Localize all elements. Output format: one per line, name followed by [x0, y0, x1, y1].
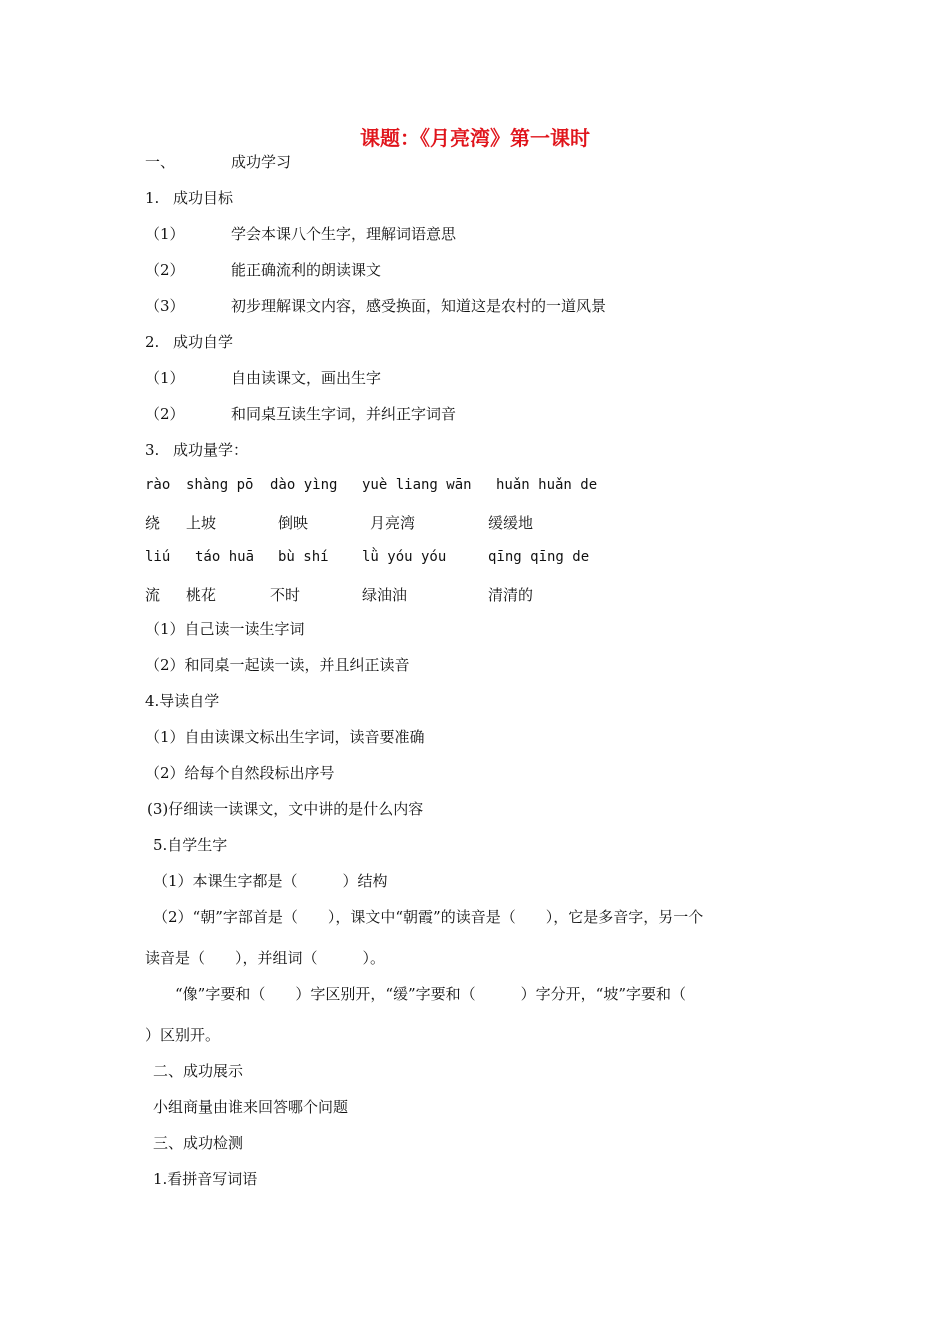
pinyin: táo huā: [195, 549, 255, 565]
item-number: （1）: [145, 225, 185, 243]
item-text: 自由读课文，画出生字: [231, 369, 382, 387]
vocab-word: 倒映: [278, 514, 309, 532]
pinyin: lǜ yóu yóu: [362, 549, 447, 565]
pinyin: rào: [145, 477, 171, 493]
item-number: （3）: [145, 297, 185, 315]
study-item: （1）自己读一读生字词: [145, 620, 305, 638]
section-3-item: 1.看拼音写词语: [153, 1170, 258, 1188]
reading-item: (3)仔细读一读课文，文中讲的是什么内容: [147, 800, 424, 818]
section-2-heading: 二、成功展示: [153, 1062, 244, 1080]
subsection-label: 成功量学：: [173, 441, 249, 459]
vocab-word: 绕: [145, 514, 161, 532]
goal-item: [145, 296, 606, 316]
item-text: 初步理解课文内容，感受换面，知道这是农村的一道风景: [231, 297, 607, 315]
vocab-word: 桃花: [186, 586, 217, 604]
subsection-4-heading: 4.导读自学: [145, 692, 220, 710]
goal-item: [145, 260, 381, 280]
subsection-number: 3.: [145, 441, 160, 459]
vocab-word: 不时: [270, 586, 301, 604]
exercise-line: ）区别开。: [145, 1026, 221, 1044]
vocab-word: 流: [145, 586, 161, 604]
section-number: 一、: [145, 153, 176, 171]
item-number: （1）: [145, 369, 185, 387]
subsection-5-heading: 5.自学生字: [153, 836, 228, 854]
vocab-word: 上坡: [186, 514, 217, 532]
page-title: 课题：《月亮湾》第一课时: [360, 126, 590, 150]
exercise-line: “像”字要和（ ）字区别开，“缓”字要和（ ）字分开，“坡”字要和（: [175, 985, 687, 1003]
subsection-number: 2.: [145, 333, 160, 351]
subsection-label: 成功目标: [173, 189, 234, 207]
section-label: 成功学习: [231, 153, 292, 171]
vocab-word: 绿油油: [362, 586, 408, 604]
pinyin: liú: [145, 549, 171, 565]
exercise-line: 读音是（ ），并组词（ ）。: [145, 949, 386, 967]
pinyin: huǎn huǎn de: [496, 477, 598, 493]
vocab-word: 月亮湾: [370, 514, 416, 532]
section-1-heading: [145, 152, 291, 172]
exercise-line: （2）“朝”字部首是（ ），课文中“朝霞”的读音是（ ），它是多音字，另一个: [153, 908, 704, 926]
subsection-2-heading: [145, 332, 233, 352]
goal-item: [145, 224, 456, 244]
self-study-item: [145, 404, 456, 424]
pinyin: qīng qīng de: [488, 549, 590, 565]
pinyin: bù shí: [278, 549, 329, 565]
item-text: 和同桌互读生字词，并纠正字词音: [231, 405, 457, 423]
exercise-line: （1）本课生字都是（ ）结构: [153, 872, 388, 890]
item-text: 学会本课八个生字，理解词语意思: [231, 225, 457, 243]
vocab-word: 缓缓地: [488, 514, 534, 532]
subsection-3-heading: [145, 440, 248, 460]
pinyin: dào yìng: [270, 477, 338, 493]
reading-item: （2）给每个自然段标出序号: [145, 764, 335, 782]
pinyin: yuè liang wān: [362, 477, 472, 493]
self-study-item: [145, 368, 381, 388]
item-text: 能正确流利的朗读课文: [231, 261, 382, 279]
section-3-heading: 三、成功检测: [153, 1134, 244, 1152]
item-number: （2）: [145, 405, 185, 423]
pinyin: shàng pō: [186, 477, 254, 493]
study-item: （2）和同桌一起读一读，并且纠正读音: [145, 656, 410, 674]
vocab-word: 清清的: [488, 586, 534, 604]
section-2-text: 小组商量由谁来回答哪个问题: [153, 1098, 349, 1116]
subsection-label: 成功自学: [173, 333, 234, 351]
subsection-number: 1.: [145, 189, 160, 207]
item-number: （2）: [145, 261, 185, 279]
reading-item: （1）自由读课文标出生字词，读音要准确: [145, 728, 425, 746]
subsection-1-heading: [145, 188, 233, 208]
